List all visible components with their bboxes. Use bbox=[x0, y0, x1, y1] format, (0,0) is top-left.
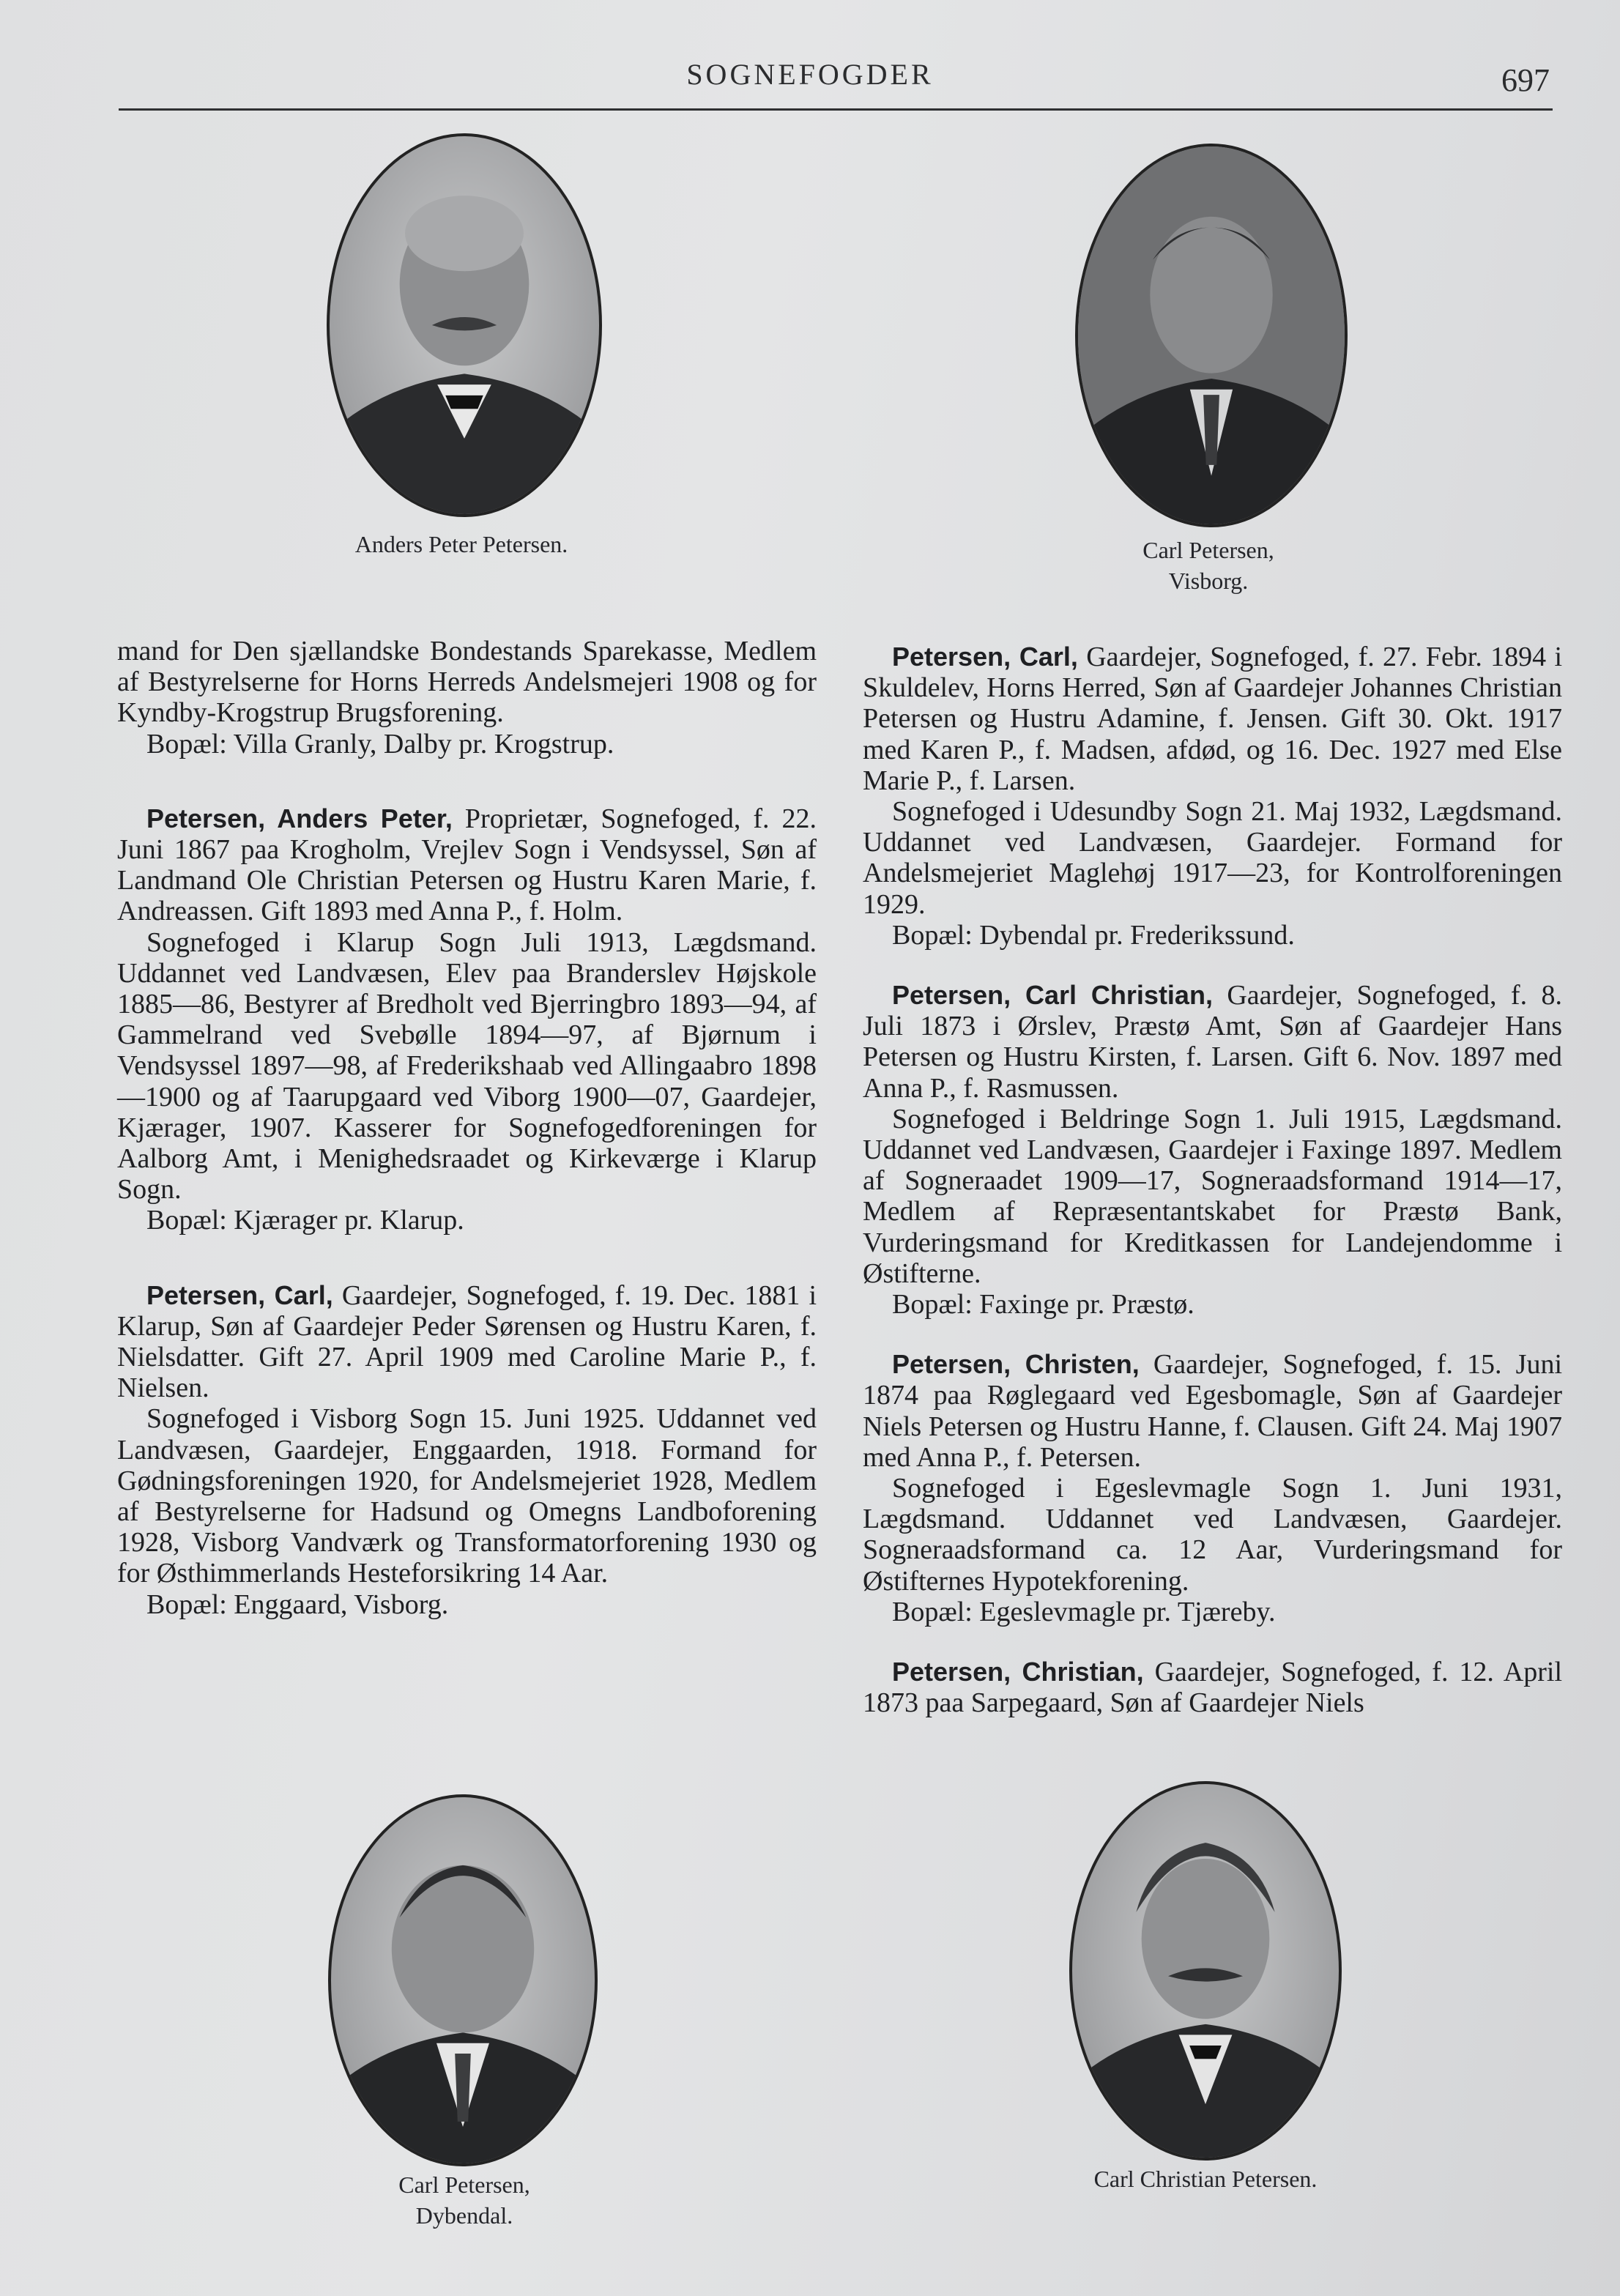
caption-line: Dybendal. bbox=[415, 2202, 513, 2229]
entry-intro: Proprietær, Sognefoged, f. 22. Juni 1867 paa Krogholm, Vrejlev Sogn i Vendsyssel, Søn af Landmand Ole Christian Petersen og Hustru Karen Marie, f. Andreassen. Gift 1893 med Anna P., f. Holm. bbox=[117, 803, 817, 927]
entry-name: Petersen, Carl, bbox=[892, 642, 1078, 672]
entry-christian-petersen bbox=[863, 1657, 1562, 1718]
caption-top-right bbox=[989, 535, 1428, 596]
entry-career: Sognefoged i Beldringe Sogn 1. Juli 1915, Lægdsmand. Uddannet ved Landvæsen, Gaardejer i Faxinge 1897. Medlem af Sogneraadet 1909—17, Sogneraadsformand 1914—17, Medlem af Repræsentantskabet for Præstø Bank, Vurderingsmand for Kreditkassen for Landejendomme i Østifterne. bbox=[863, 1103, 1562, 1289]
portrait-carl-christian-petersen bbox=[1069, 1781, 1342, 2161]
right-column bbox=[863, 642, 1562, 1719]
entry-intro: Gaardejer, Sognefoged, f. 12. April 1873 paa Sarpegaard, Søn af Gaardejer Niels bbox=[863, 1657, 1563, 1719]
entry-carl-petersen-visborg bbox=[117, 1280, 817, 1620]
running-head: SOGNEFOGDER bbox=[686, 58, 934, 91]
portrait-anders-peter-petersen bbox=[327, 133, 602, 517]
caption-line: Carl Christian Petersen. bbox=[1093, 2166, 1318, 2192]
caption-line: Carl Petersen, bbox=[1142, 537, 1274, 563]
entry-intro: Gaardejer, Sognefoged, f. 8. Juli 1873 i Ørslev, Præstø Amt, Søn af Gaardejer Hans Petersen og Hustru Kirsten, f. Larsen. Gift 6. Nov. 1897 med Anna P., f. Rasmussen. bbox=[863, 980, 1562, 1104]
page-number: 697 bbox=[1501, 62, 1550, 98]
portrait-carl-petersen-visborg bbox=[1075, 144, 1348, 527]
caption-line: Carl Petersen, bbox=[398, 2171, 530, 2198]
entry-christen-petersen bbox=[863, 1349, 1562, 1627]
entry-residence: Bopæl: Egeslevmagle pr. Tjæreby. bbox=[892, 1596, 1276, 1627]
entry-residence: Bopæl: Kjærager pr. Klarup. bbox=[146, 1205, 464, 1236]
entry-career: Sognefoged i Visborg Sogn 15. Juni 1925. Uddannet ved Landvæsen, Gaardejer, Enggaarden, 1918. Formand for Gødningsforeningen 1920, for Andelsmejeriet 1928, Medlem af Bestyrelserne for Hadsund og Omegns Landboforening 1928, Visborg Vandværk og Transformatorforening 1930 og for Østhimmerlands Hesteforsikring 14 Aar. bbox=[117, 1403, 817, 1589]
portrait-photo-icon bbox=[330, 136, 599, 514]
portrait-carl-petersen-dybendal bbox=[328, 1794, 598, 2166]
entry-intro: Gaardejer, Sognefoged, f. 27. Febr. 1894 i Skuldelev, Horns Herred, Søn af Gaardejer Johannes Christian Petersen og Hustru Adamine, f. Jensen. Gift 30. Okt. 1917 med Karen P., f. Madsen, afdød, og 16. Dec. 1927 med Else Marie P., f. Larsen. bbox=[863, 642, 1563, 796]
entry-career: Sognefoged i Klarup Sogn Juli 1913, Lægdsmand. Uddannet ved Landvæsen, Elev paa Branderslev Højskole 1885—86, Bestyrer af Bredholt ved Bjerringbro 1893—94, af Gammelrand ved Svebølle 1894—97, af Bjørnum i Vendsyssel 1897—98, af Frederikshaab ved Allingaabro 1898—1900 og af Taarupgaard ved Viborg 1900—07, Gaardejer, Kjærager, 1907. Kasserer for Sognefogedforeningen for Aalborg Amt, i Menighedsraadet og Kirkeværge i Klarup Sogn. bbox=[117, 926, 817, 1205]
caption-bottom-right bbox=[986, 2163, 1425, 2194]
header-rule bbox=[119, 108, 1553, 111]
continuation-residence: Bopæl: Villa Granly, Dalby pr. Krogstrup. bbox=[146, 728, 614, 759]
portrait-photo-icon bbox=[1078, 146, 1345, 524]
entry-residence: Bopæl: Enggaard, Visborg. bbox=[146, 1589, 449, 1620]
caption-bottom-left bbox=[245, 2169, 684, 2231]
entry-residence: Bopæl: Faxinge pr. Præstø. bbox=[892, 1289, 1194, 1320]
entry-intro: Gaardejer, Sognefoged, f. 19. Dec. 1881 i Klarup, Søn af Gaardejer Peder Sørensen og Hustru Karen, f. Nielsdatter. Gift 27. April 1909 med Caroline Marie P., f. Nielsen. bbox=[117, 1279, 817, 1404]
entry-name: Petersen, Christen, bbox=[892, 1349, 1140, 1380]
entry-carl-christian-petersen bbox=[863, 980, 1562, 1320]
left-column bbox=[117, 636, 817, 1620]
entry-intro: Gaardejer, Sognefoged, f. 15. Juni 1874 paa Røglegaard ved Egesbomagle, Søn af Gaardejer Niels Petersen og Hustru Hanne, f. Clausen. Gift 24. Maj 1907 med Anna P., f. Petersen. bbox=[863, 1349, 1562, 1473]
entry-residence: Bopæl: Dybendal pr. Frederikssund. bbox=[892, 919, 1295, 951]
entry-name: Petersen, Christian, bbox=[892, 1657, 1144, 1687]
caption-line: Visborg. bbox=[1168, 568, 1249, 594]
continuation-text: mand for Den sjællandske Bondestands Sparekasse, Medlem af Bestyrelserne for Horns Herreds Andelsmejeri 1908 og for Kyndby-Krogstrup Brugsforening. bbox=[117, 636, 817, 729]
entry-name: Petersen, Carl, bbox=[146, 1279, 333, 1310]
entry-career: Sognefoged i Egeslevmagle Sogn 1. Juni 1931, Lægdsmand. Uddannet ved Landvæsen, Gaardejer. Sogneraadsformand ca. 12 Aar, Vurderingsmand for Østifternes Hypotekforening. bbox=[863, 1473, 1562, 1597]
entry-name: Petersen, Carl Christian, bbox=[892, 980, 1213, 1011]
caption-top-left bbox=[242, 529, 681, 560]
portrait-photo-icon bbox=[1072, 1784, 1339, 2158]
caption-line: Anders Peter Petersen. bbox=[354, 531, 568, 557]
entry-career: Sognefoged i Udesundby Sogn 21. Maj 1932, Lægdsmand. Uddannet ved Landvæsen, Gaardejer. Formand for Andelsmejeriet Maglehøj 1917—23, for Kontrolforeningen 1929. bbox=[863, 796, 1562, 920]
entry-name: Petersen, Anders Peter, bbox=[146, 803, 453, 833]
entry-carl-petersen-dybendal bbox=[863, 642, 1562, 951]
portrait-photo-icon bbox=[331, 1797, 595, 2163]
entry-anders-peter-petersen bbox=[117, 803, 817, 1236]
